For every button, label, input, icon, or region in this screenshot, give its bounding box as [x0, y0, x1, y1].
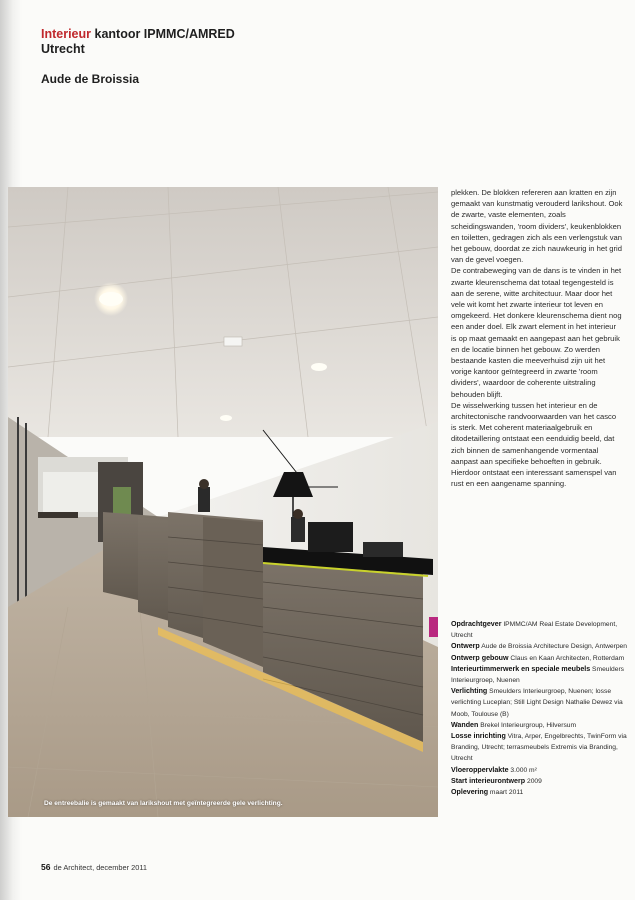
credit-item	[451, 765, 627, 776]
credit-value: Brekel Interieurgroup, Hilversum	[480, 721, 577, 729]
credit-item	[451, 619, 627, 641]
credit-value: Smeulders Interieurgroep, Nuenen	[451, 665, 625, 685]
article-author: Aude de Broissia	[41, 72, 140, 86]
credit-value: IPMMC/AM Real Estate Development, Utrecht	[451, 621, 618, 640]
article-header	[41, 27, 235, 86]
publication-name: de Architect, december 2011	[53, 863, 148, 872]
photo-caption: De entreebalie is gemaakt van larikshout met geïntegreerde gele verlichting.	[44, 800, 283, 807]
credit-item	[451, 653, 627, 664]
credit-label: Oplevering	[451, 788, 489, 797]
credit-value: Aude de Broissia Architecture Design, Antwerpen	[481, 643, 628, 651]
article-city: Utrecht	[41, 42, 85, 56]
credit-value: Claus en Kaan Architecten, Rotterdam	[510, 654, 625, 662]
credit-value: 3.000 m²	[510, 766, 537, 774]
section-label: Interieur	[41, 27, 92, 41]
credit-value: 2009	[526, 777, 542, 785]
credit-label: Verlichting	[451, 687, 488, 696]
credit-label: Start interieurontwerp	[451, 776, 526, 785]
body-paragraph: De wisselwerking tussen het interieur en de architectonische randvoorwaarden van het casco is sterk. Met coherent materiaalgebruik en ditodetaillering ontstaat een eenduidig beeld, dat zich binnen de samenhangende vormentaal aanpast aan specifieke behoeften in gebruik. Hierdoor ontstaat een interessant samenspel van rust en een aangename spanning.	[451, 400, 617, 489]
credit-item	[451, 664, 627, 686]
credit-value: Vitra, Arper, Engelbrechts, TwinForm via Branding, Utrecht; terrasmeubels Extremis via Branding, Utrecht	[451, 733, 627, 763]
credit-label: Wanden	[451, 720, 479, 729]
body-paragraph: plekken. De blokken refereren aan kratten en zijn gemaakt van kunstmatig verouderd larikshout. Ook de zwarte, vaste elementen, zoals scheidingswanden, 'room dividers', keukenblokken en toiletten, gedragen zich als een verlengstuk van het gebouw, doordat ze zich nauwkeurig in het grid van de gevel voegen.	[451, 188, 623, 265]
credit-item	[451, 720, 627, 731]
article-body	[451, 187, 623, 489]
credit-label: Opdrachtgever	[451, 620, 502, 628]
page-footer	[41, 862, 147, 872]
credit-label: Ontwerp gebouw	[451, 653, 509, 662]
credit-value: maart 2011	[489, 789, 524, 797]
credit-item	[451, 787, 627, 798]
body-paragraph: De contrabeweging van de dans is te vinden in het zwarte kleurenschema dat totaal tegengesteld is aan de serene, witte architectuur. Maar door het vele wit komt het zwarte interieur tot leven en omgekeerd. Het donkere kleurenschema dient nog een ander doel. Elk zwart element in het interieur is op maat gemaakt en aangepast aan het gebruik en de locatie binnen het gebouw. Zo werden bestaande kasten die meeverhuisd zijn uit het vorige kantoor geïntegreerd in zwarte 'room dividers', waardoor de coherente uitstraling behouden blijft.	[451, 266, 622, 399]
credit-item	[451, 686, 627, 720]
credit-label: Losse inrichting	[451, 732, 506, 741]
credit-label: Ontwerp	[451, 642, 480, 651]
credit-item	[451, 641, 627, 652]
credit-label: Interieurtimmerwerk en speciale meubels	[451, 664, 591, 673]
page-number: 56	[41, 862, 51, 872]
credit-value: Smeulders Interieurgroep, Nuenen; losse verlichting Luceplan; Still Light Design Nathalie Dewez via Moob, Toulouse (B)	[451, 688, 623, 718]
article-title: Interieur kantoor IPMMC/AMRED	[41, 27, 235, 41]
reception-photo	[8, 187, 438, 817]
credit-item	[451, 776, 627, 787]
credit-item	[451, 731, 627, 765]
credit-label: Vloeroppervlakte	[451, 765, 509, 774]
project-credits	[451, 619, 627, 798]
